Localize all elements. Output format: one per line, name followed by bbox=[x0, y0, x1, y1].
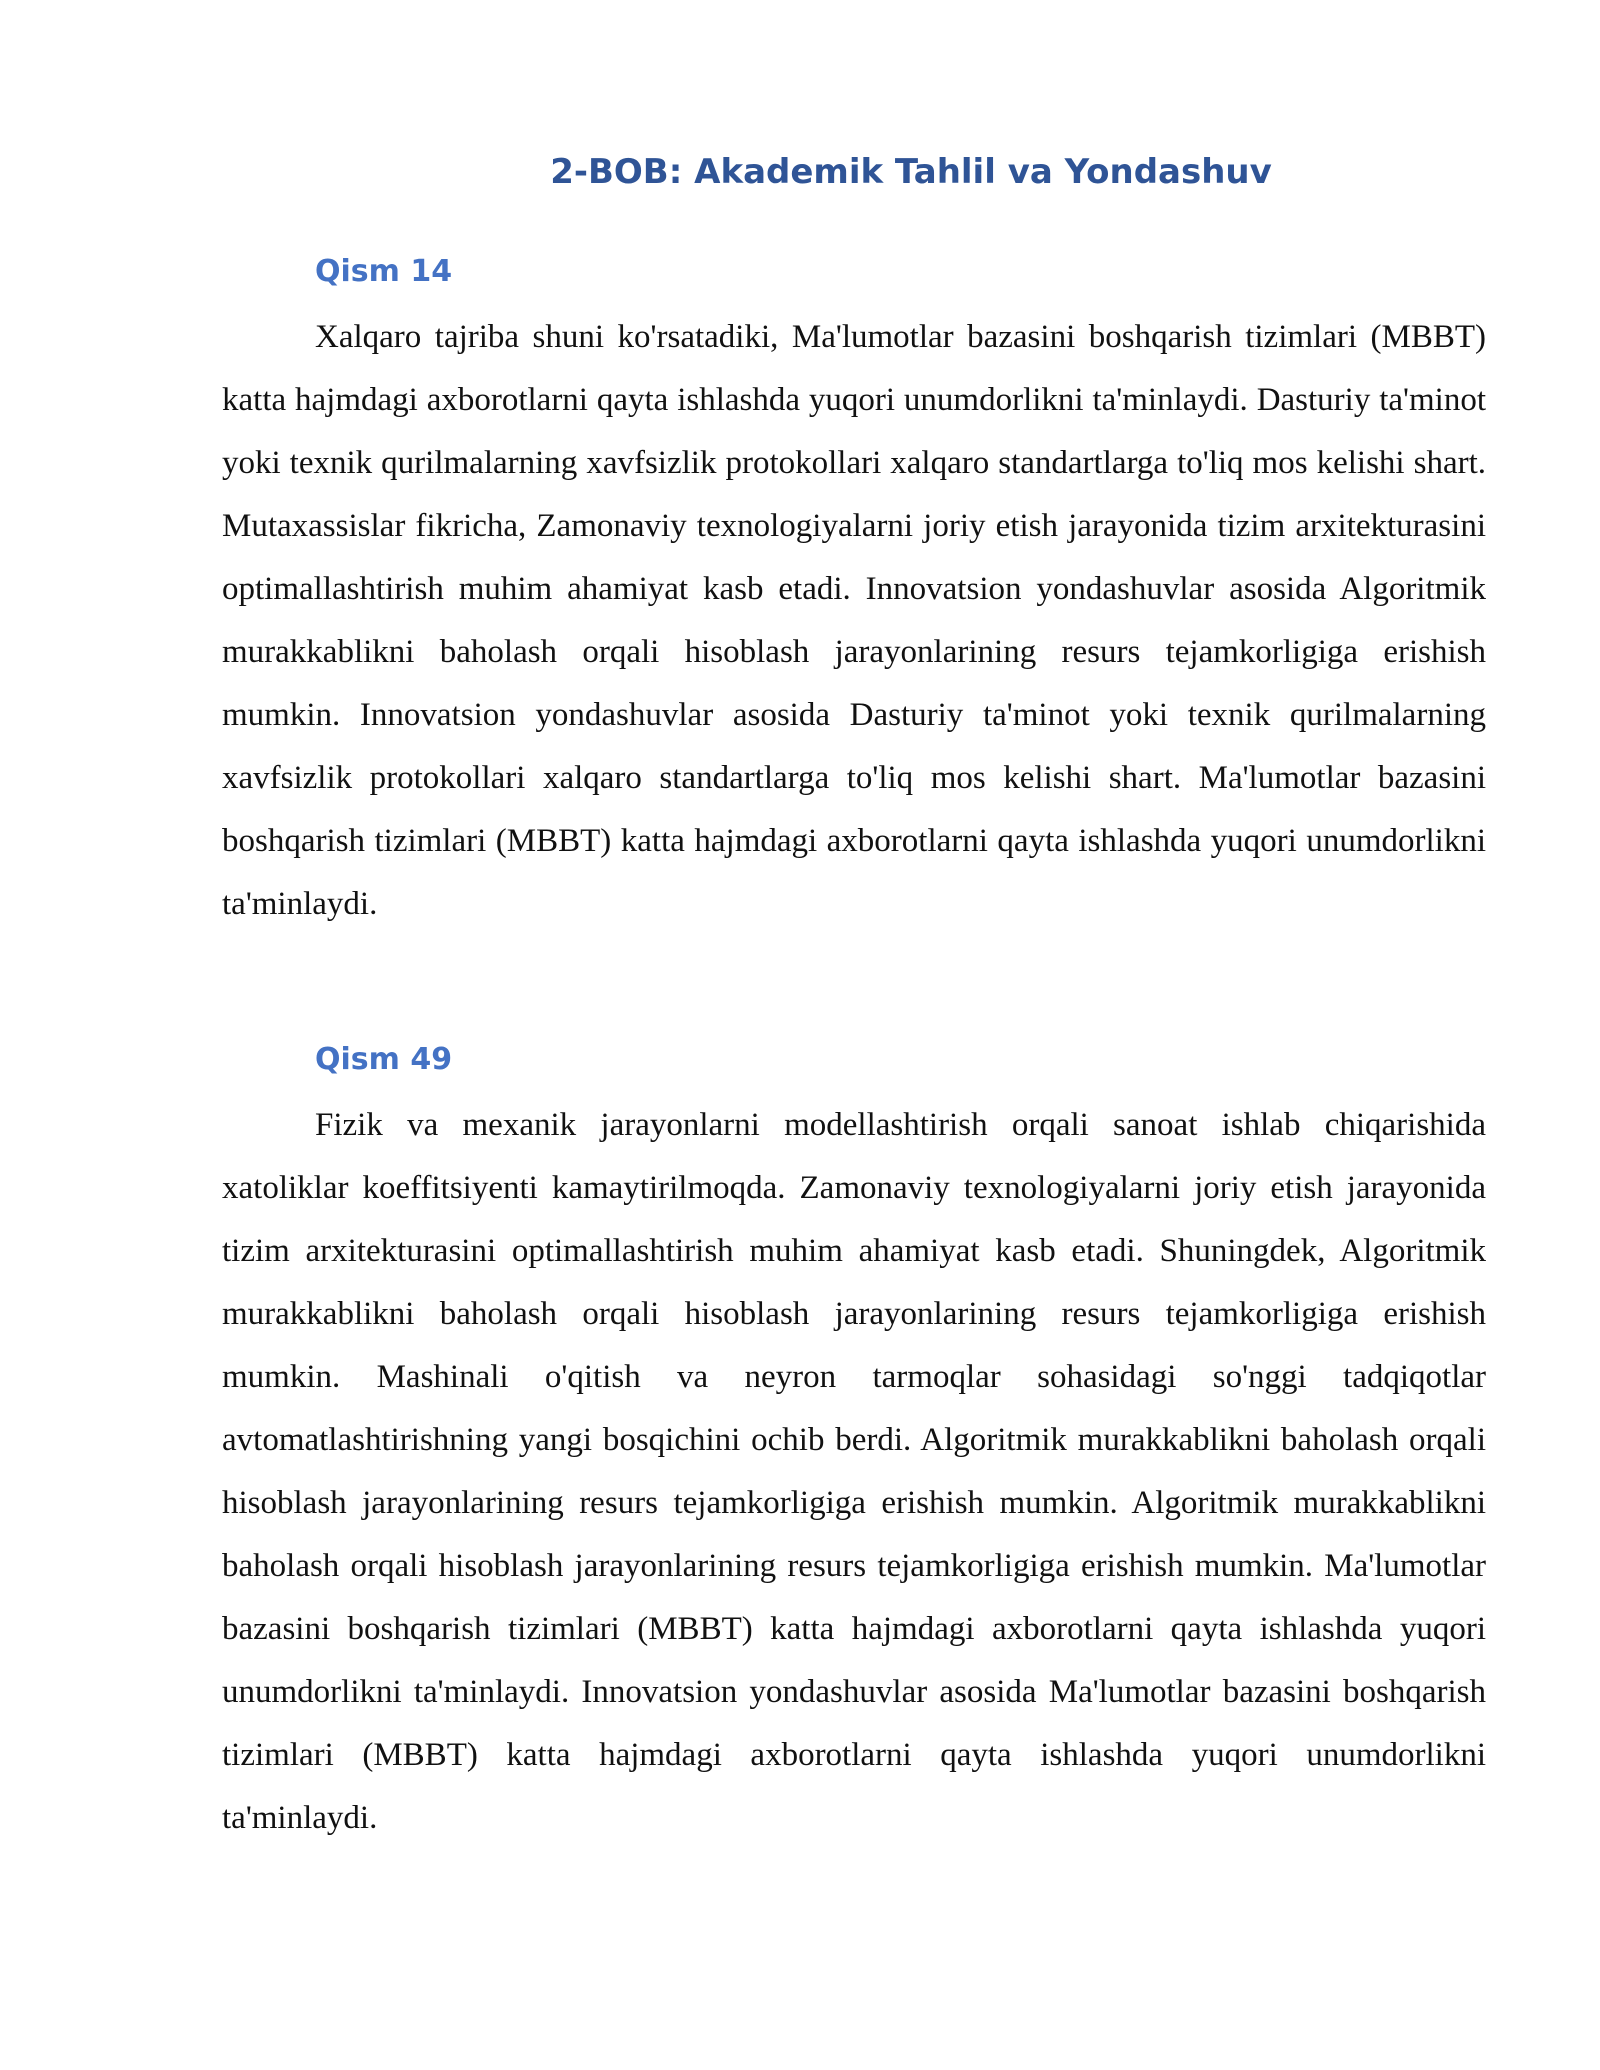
section bbox=[222, 1040, 1486, 1850]
section-paragraph: Xalqaro tajriba shuni ko'rsatadiki, Ma'lumotlar bazasini boshqarish tizimlari (MBBT) katta hajmdagi axborotlarni qayta ishlashda yuqori unumdorlikni ta'minlaydi. Dasturiy ta'minot yoki texnik qurilmalarning xavfsizlik protokollari xalqaro standartlarga to'liq mos kelishi shart. Mutaxassislar fikricha, Zamonaviy texnologiyalarni joriy etish jarayonida tizim arxitekturasini optimallashtirish muhim ahamiyat kasb etadi. Innovatsion yondashuvlar asosida Algoritmik murakkablikni baholash orqali hisoblash jarayonlarining resurs tejamkorligiga erishish mumkin. Innovatsion yondashuvlar asosida Dasturiy ta'minot yoki texnik qurilmalarning xavfsizlik protokollari xalqaro standartlarga to'liq mos kelishi shart. Ma'lumotlar bazasini boshqarish tizimlari (MBBT) katta hajmdagi axborotlarni qayta ishlashda yuqori unumdorlikni ta'minlaydi. bbox=[222, 319, 1486, 922]
section-heading: Qism 14 bbox=[315, 254, 453, 289]
chapter-title: 2-BOB: Akademik Tahlil va Yondashuv bbox=[550, 152, 1272, 192]
section-paragraph: Fizik va mexanik jarayonlarni modellashtirish orqali sanoat ishlab chiqarishida xatoliklar koeffitsiyenti kamaytirilmoqda. Zamonaviy texnologiyalarni joriy etish jarayonida tizim arxitekturasini optimallashtirish muhim ahamiyat kasb etadi. Shuningdek, Algoritmik murakkablikni baholash orqali hisoblash jarayonlarining resurs tejamkorligiga erishish mumkin. Mashinali o'qitish va neyron tarmoqlar sohasidagi so'nggi tadqiqotlar avtomatlashtirishning yangi bosqichini ochib berdi. Algoritmik murakkablikni baholash orqali hisoblash jarayonlarining resurs tejamkorligiga erishish mumkin. Algoritmik murakkablikni baholash orqali hisoblash jarayonlarining resurs tejamkorligiga erishish mumkin. Ma'lumotlar bazasini boshqarish tizimlari (MBBT) katta hajmdagi axborotlarni qayta ishlashda yuqori unumdorlikni ta'minlaydi. Innovatsion yondashuvlar asosida Ma'lumotlar bazasini boshqarish tizimlari (MBBT) katta hajmdagi axborotlarni qayta ishlashda yuqori unumdorlikni ta'minlaydi. bbox=[222, 1107, 1486, 1836]
section-heading: Qism 49 bbox=[315, 1042, 453, 1077]
section bbox=[222, 252, 1486, 936]
